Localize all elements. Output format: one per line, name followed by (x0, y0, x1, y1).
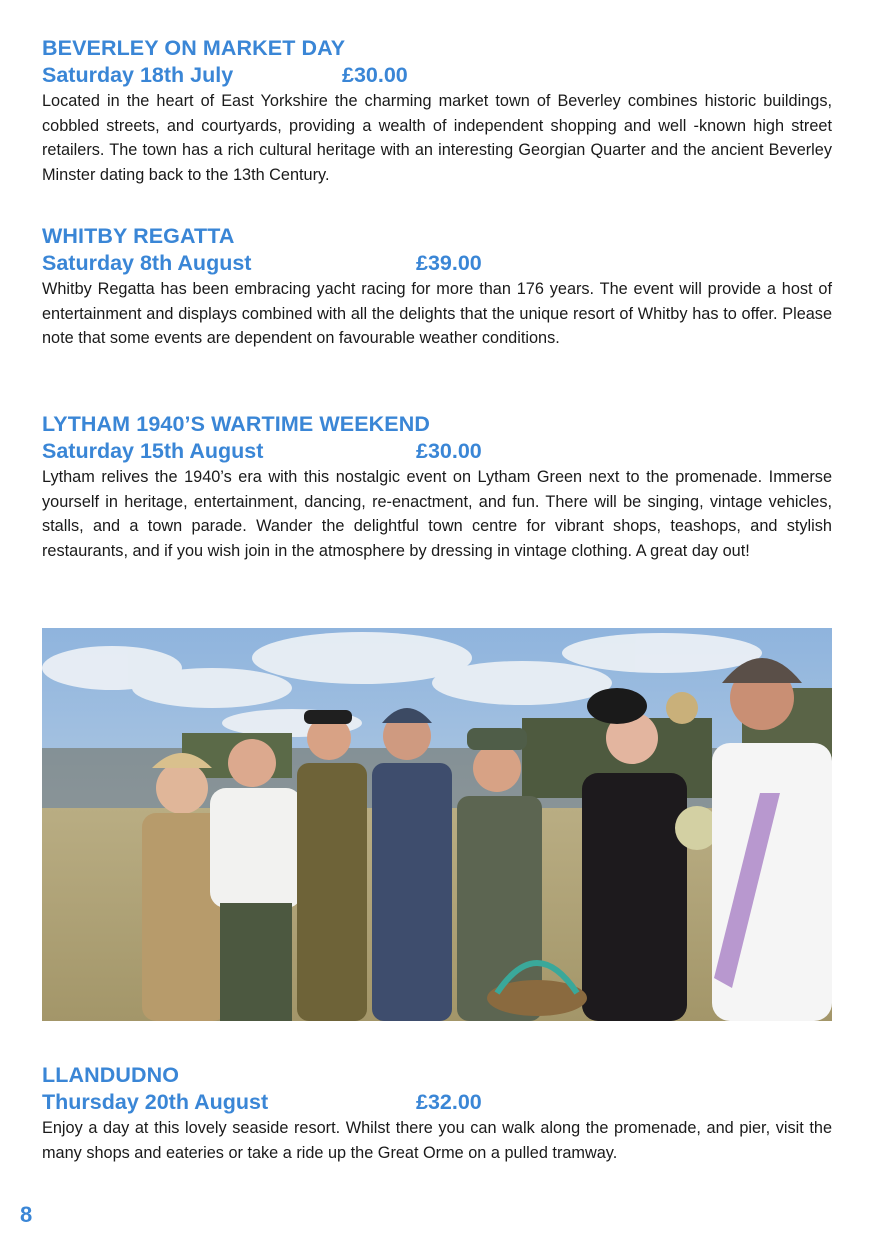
event-price: £32.00 (416, 1090, 482, 1114)
page-number: 8 (20, 1202, 33, 1227)
event-date-price (42, 250, 832, 277)
event-date-price (42, 438, 832, 465)
event-date: Saturday 18th July (42, 63, 234, 87)
event-date: Saturday 15th August (42, 439, 264, 463)
event-title: LYTHAM 1940’S WARTIME WEEKEND (42, 412, 430, 436)
event-description: Enjoy a day at this lovely seaside resort. Whilst there you can walk along the promenade, and pier, visit the many shops and eateries or take a ride up the Great Orme on a pulled tramway. (42, 1119, 832, 1162)
event-title: WHITBY REGATTA (42, 224, 235, 248)
event-whitby (42, 223, 832, 351)
event-description: Lytham relives the 1940’s era with this nostalgic event on Lytham Green next to the promenade. Immerse yourself in heritage, entertainment, dancing, re-enactment, and fun. There will be singing, vintage vehicles, stalls, and a town parade. Wander the delightful town centre for vibrant shops, teashops, and stylish restaurants, and if you wish join in the atmosphere by dressing in vintage clothing. A great day out! (42, 468, 832, 560)
event-title: BEVERLEY ON MARKET DAY (42, 36, 346, 60)
event-date-price (42, 1089, 832, 1116)
event-description: Located in the heart of East Yorkshire the charming market town of Beverley combines historic buildings, cobbled streets, and courtyards, providing a wealth of independent shopping and well -known high street retailers. The town has a rich cultural heritage with an interesting Georgian Quarter and the ancient Beverley Minster dating back to the 13th Century. (42, 92, 832, 184)
event-date: Thursday 20th August (42, 1090, 269, 1114)
event-photo (42, 628, 832, 1021)
event-price: £39.00 (416, 251, 482, 275)
event-date-price (42, 62, 832, 89)
event-date: Saturday 8th August (42, 251, 252, 275)
event-beverley (42, 35, 832, 187)
photo-illustration (42, 628, 832, 1021)
event-price: £30.00 (342, 63, 408, 87)
event-description: Whitby Regatta has been embracing yacht racing for more than 176 years. The event will provide a host of entertainment and displays combined with all the delights that the unique resort of Whitby has to offer. Please note that some events are dependent on favourable weather conditions. (42, 280, 832, 348)
event-llandudno (42, 1062, 832, 1165)
event-title: LLANDUDNO (42, 1063, 180, 1087)
event-price: £30.00 (416, 439, 482, 463)
event-lytham (42, 411, 832, 563)
